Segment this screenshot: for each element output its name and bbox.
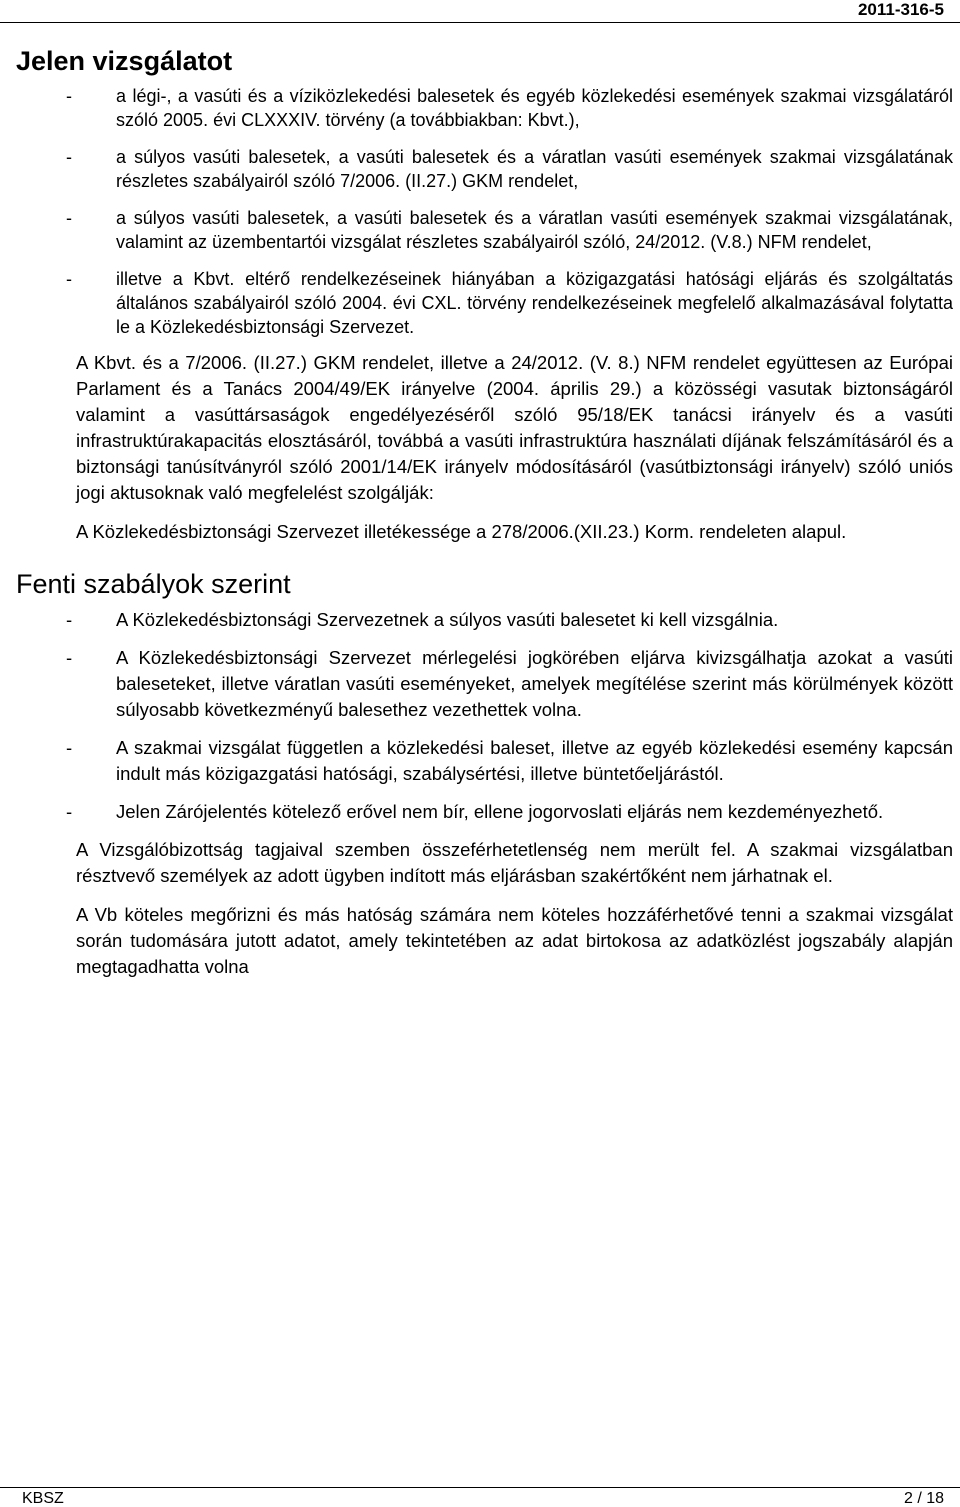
list-dash: - bbox=[66, 269, 72, 289]
footer-page-number: 2 / 18 bbox=[903, 1490, 944, 1507]
list-item bbox=[16, 145, 953, 193]
list-dash: - bbox=[66, 647, 73, 668]
footer-rule bbox=[0, 1487, 960, 1488]
list-dash: - bbox=[66, 737, 73, 758]
list-item bbox=[16, 206, 953, 254]
list-item bbox=[16, 735, 953, 787]
section2-list bbox=[16, 607, 953, 825]
list-item-text: illetve a Kbvt. eltérő rendelkezéseinek hiányában a közigazgatási hatósági eljárás és szolgáltatás általános szabályairól szóló 2004. évi CXL. törvény rendelkezéseinek megfelelő alkalmazásával folytatta le a Közlekedésbiztonsági Szervezet. bbox=[116, 269, 953, 337]
section-title-jelen-vizsgalatot: Jelen vizsgálatot bbox=[16, 46, 233, 76]
section2 bbox=[16, 567, 953, 980]
section-title-fenti-szabalyok: Fenti szabályok szerint bbox=[16, 569, 291, 599]
paragraph-data-confidentiality: A Vb köteles megőrizni és más hatóság számára nem köteles hozzáférhetővé tenni a szakmai vizsgálat során tudomására jutott adatot, amely tekintetében az adat birtokosa az adatközlést jogszabály alapján megtagadhatta volna bbox=[76, 904, 953, 977]
list-dash: - bbox=[66, 801, 73, 822]
list-item-text: a súlyos vasúti balesetek, a vasúti balesetek és a váratlan vasúti események szakmai vizsgálatának, valamint az üzembentartói vizsgálat részletes szabályairól szóló, 24/2012. (V.8.) NFM rendelet, bbox=[116, 208, 953, 252]
list-item bbox=[16, 607, 953, 633]
paragraph-legal-basis: A Kbvt. és a 7/2006. (II.27.) GKM rendelet, illetve a 24/2012. (V. 8.) NFM rendelet együttesen az Európai Parlament és a Tanács 2004/49/EK irányelve (2004. április 29.) a közösségi vasutak biztonságáról valamint a vasúttársaságok engedélyezéséről szóló 95/18/EK tanácsi irányelv és a vasúti infrastruktúrakapacitás elosztásáról, továbbá a vasúti infrastruktúra használati díjának felszámításáról és a biztonsági tanúsítványról szóló 2001/14/EK irányelv módosításáról (vasútbiztonsági irányelv) szóló uniós jogi aktusoknak való megfelelést szolgálják: bbox=[76, 352, 953, 503]
paragraph-conflict-of-interest: A Vizsgálóbizottság tagjaival szemben összeférhetetlenség nem merült fel. A szakmai vizsgálatban résztvevő személyek az adott ügyben indított más eljárásban szakértőként nem járhatnak el. bbox=[76, 839, 953, 886]
list-item bbox=[16, 84, 953, 132]
list-item-text: A Közlekedésbiztonsági Szervezetnek a súlyos vasúti balesetet ki kell vizsgálnia. bbox=[116, 609, 779, 630]
paragraph-competence: A Közlekedésbiztonsági Szervezet illetékessége a 278/2006.(XII.23.) Korm. rendeleten alapul. bbox=[76, 521, 847, 542]
list-item bbox=[16, 799, 953, 825]
list-item-text: a súlyos vasúti balesetek, a vasúti balesetek és a váratlan vasúti események szakmai vizsgálatának részletes szabályairól szóló 7/2006. (II.27.) GKM rendelet, bbox=[116, 147, 953, 191]
list-item-text: A Közlekedésbiztonsági Szervezet mérlegelési jogkörében eljárva kivizsgálhatja azokat a vasúti baleseteket, illetve váratlan vasúti eseményeket, amelyek megítélése szerint más körülmények között súlyosabb következményű balesethez vezethettek volna. bbox=[116, 647, 953, 720]
page-content bbox=[16, 44, 953, 993]
list-item-text: a légi-, a vasúti és a víziközlekedési balesetek és egyéb közlekedési események szakmai vizsgálatáról szóló 2005. évi CLXXXIV. törvény (a továbbiakban: Kbvt.), bbox=[116, 86, 953, 130]
list-item-text: Jelen Zárójelentés kötelező erővel nem bír, ellene jogorvoslati eljárás nem kezdeményezhető. bbox=[116, 801, 884, 822]
header-doc-code: 2011-316-5 bbox=[857, 0, 944, 19]
footer-org: KBSZ bbox=[22, 1490, 64, 1507]
list-item bbox=[16, 267, 953, 339]
section1-list bbox=[16, 84, 953, 339]
list-dash: - bbox=[66, 147, 72, 167]
list-dash: - bbox=[66, 609, 73, 630]
list-dash: - bbox=[66, 86, 72, 106]
list-item-text: A szakmai vizsgálat független a közlekedési baleset, illetve az egyéb közlekedési esemény kapcsán indult más közigazgatási hatósági, szabálysértési, illetve büntetőeljárástól. bbox=[116, 737, 953, 784]
list-item bbox=[16, 645, 953, 723]
header-rule bbox=[0, 22, 960, 23]
list-dash: - bbox=[66, 208, 72, 228]
